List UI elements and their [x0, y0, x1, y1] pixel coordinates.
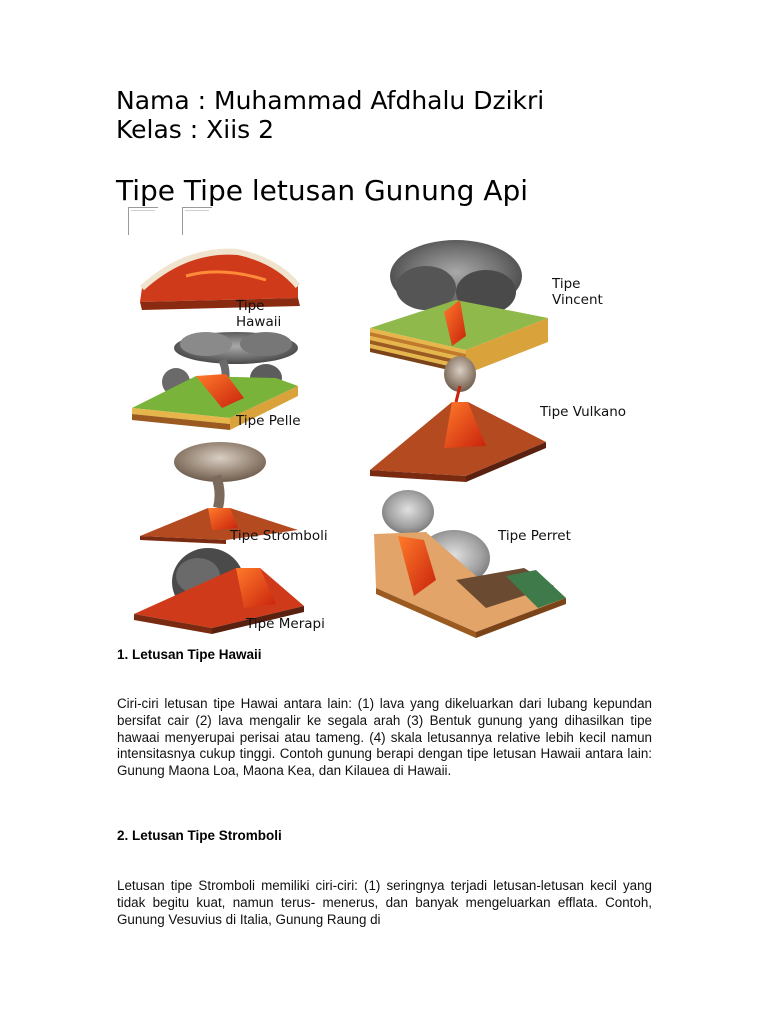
student-class: Kelas : Xiis 2	[116, 115, 275, 144]
image-placeholder-icon	[128, 207, 158, 235]
section-heading-hawaii: 1. Letusan Tipe Hawaii	[117, 647, 262, 662]
vincent-illustration	[370, 240, 603, 374]
label-perret: Tipe Perret	[498, 528, 571, 544]
volcano-types-illustration	[126, 236, 688, 640]
label-hawaii-line2: Hawaii	[236, 314, 282, 330]
student-name: Nama : Muhammad Afdhalu Dzikri	[116, 86, 545, 115]
section-body-hawaii: Ciri-ciri letusan tipe Hawai antara lain: (1) lava yang dikeluarkan dari lubang kepundan bersifat cair (2) lava mengalir ke segala arah (3) Bentuk gunung yang dihasilkan tipe hawaai menyerupai perisai atau tameng. (4) skala letusannya relative lebih kecil namun intensitasnya cukup tinggi. Contoh gunung berapi dengan tipe letusan Hawaii antara lain: Gunung Maona Loa, Maona Kea, dan Kilauea di Hawaii.	[117, 696, 652, 779]
hawaii-illustration	[140, 250, 300, 330]
stromboli-illustration	[140, 442, 328, 544]
label-merapi: Tipe Merapi	[246, 616, 325, 632]
image-placeholder-icon	[182, 207, 212, 235]
label-vincent-line2: Vincent	[552, 292, 603, 308]
section-body-stromboli: Letusan tipe Stromboli memiliki ciri-ciri: (1) seringnya terjadi letusan-letusan kecil yang tidak begitu kuat, namun terus- menerus, dan banyak mengeluarkan efflata. Contoh, Gunung Vesuvius di Italia, Gunung Raung di	[117, 878, 652, 927]
section-heading-stromboli: 2. Letusan Tipe Stromboli	[117, 828, 282, 843]
label-stromboli: Tipe Stromboli	[230, 528, 328, 544]
label-pelle: Tipe Pelle	[236, 413, 301, 429]
page-title: Tipe Tipe letusan Gunung Api	[116, 174, 529, 207]
merapi-illustration	[134, 548, 325, 634]
perret-illustration	[374, 490, 571, 638]
vulkano-illustration	[370, 356, 626, 482]
label-hawaii-line1: Tipe	[236, 298, 265, 314]
label-vulkano: Tipe Vulkano	[540, 404, 627, 420]
label-vincent-line1: Tipe	[552, 276, 581, 292]
pelle-illustration	[132, 332, 301, 430]
